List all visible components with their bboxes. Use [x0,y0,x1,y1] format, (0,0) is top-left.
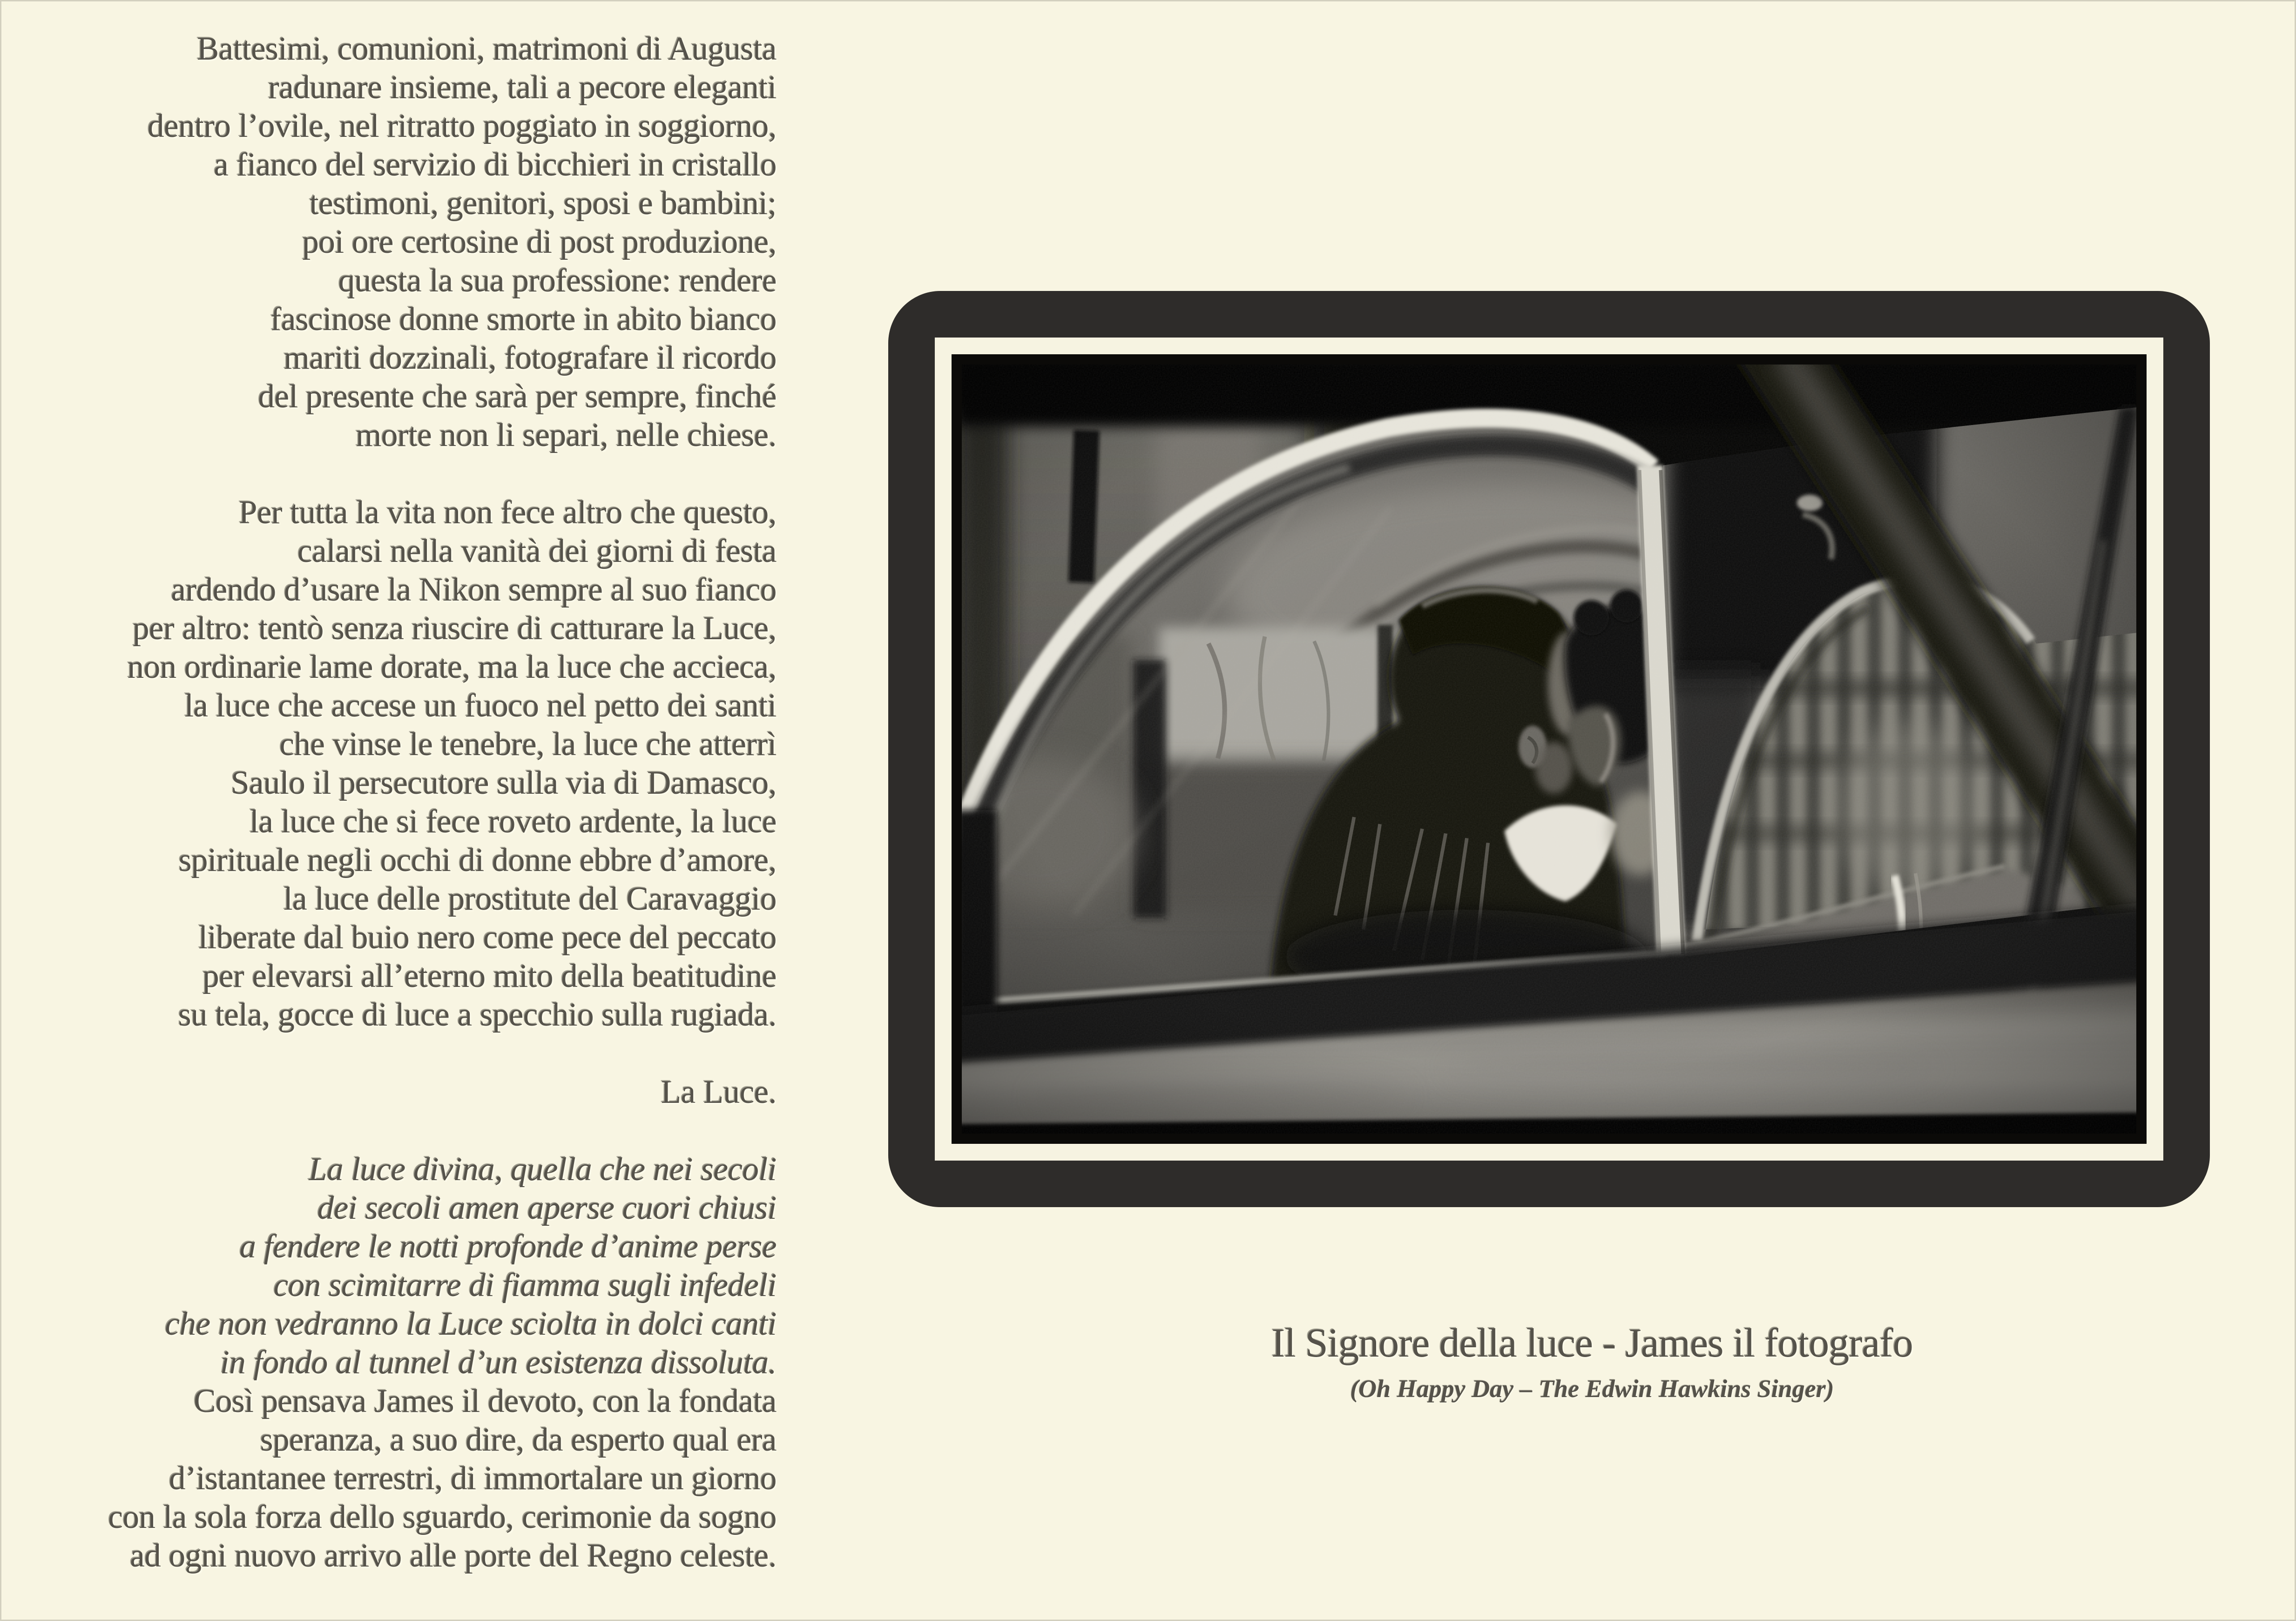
poem-line: testimoni, genitori, sposi e bambini; [309,185,777,222]
poem-paragraph-4-italic [0,1150,777,1382]
poem-paragraph-5 [0,1382,777,1575]
photo-subtitle: (Oh Happy Day – The Edwin Hawkins Singer) [1350,1375,1834,1403]
poem-line: radunare insieme, tali a pecore eleganti [268,69,777,106]
poem-line: con la sola forza dello sguardo, cerimonie da sogno [108,1499,777,1535]
poem-line: Così pensava James il devoto, con la fondata [194,1383,777,1419]
poem-line: speranza, a suo dire, da esperto qual era [260,1422,777,1458]
poem-line: la luce delle prostitute del Caravaggio [284,881,777,917]
vignette [962,365,2136,1134]
poem-line: liberate dal buio nero come pece del peccato [198,919,777,956]
photo-title: Il Signore della luce - James il fotografo [1271,1321,1913,1366]
poem-paragraph-2 [0,493,777,1034]
poem-line: la luce che si fece roveto ardente, la luce [250,804,777,840]
poem-line: mariti dozzinali, fotografare il ricordo [284,340,777,376]
poem-line: calarsi nella vanità dei giorni di festa [297,533,777,569]
poem-line: Per tutta la vita non fece altro che questo, [239,494,777,531]
poem-line: la luce che accese un fuoco nel petto dei santi [184,688,777,724]
caption [888,1320,2296,1404]
poem-line: dei secoli amen aperse cuori chiusi [317,1190,777,1226]
poem-line: ad ogni nuovo arrivo alle porte del Regno celeste. [130,1538,777,1574]
poem-line: morte non li separi, nelle chiese. [356,417,777,453]
poem-line: per elevarsi all’eterno mito della beatitudine [203,958,777,994]
poem-line: La Luce. [661,1074,777,1110]
poem-line: ardendo d’usare la Nikon sempre al suo fianco [171,572,777,608]
poem-line: non ordinarie lame dorate, ma la luce che accieca, [127,649,777,685]
poem-line: d’istantanee terrestri, di immortalare un giorno [169,1460,777,1497]
poem-line: che non vedranno la Luce sciolta in dolci canti [165,1306,777,1342]
poem-line: Battesimi, comunioni, matrimoni di Augusta [196,31,777,67]
poem-line: Saulo il persecutore sulla via di Damasco, [231,765,777,801]
poem-line: poi ore certosine di post produzione, [302,224,777,260]
poem-line: La luce divina, quella che nei secoli [309,1151,777,1188]
poem-line: del presente che sarà per sempre, finché [258,378,777,415]
poem-paragraph-3 [0,1073,777,1112]
car-kiss-photo-illustration [962,365,2136,1134]
poem-line: che vinse le tenebre, la luce che atterrì [279,726,777,763]
photo [952,354,2147,1144]
poem-paragraph-1 [0,30,777,455]
poem-line: dentro l’ovile, nel ritratto poggiato in soggiorno, [148,108,777,144]
photo-mat [935,338,2163,1161]
poem-paragraph-gap [0,1112,777,1150]
poem-paragraph-gap [0,1034,777,1073]
poem-line: spirituale negli occhi di donne ebbre d’amore, [178,842,777,878]
poem-line: a fianco del servizio di bicchieri in cristallo [214,147,777,183]
poem-line: su tela, gocce di luce a specchio sulla rugiada. [178,997,777,1033]
poem-paragraph-gap [0,455,777,493]
poem-line: a fendere le notti profonde d’anime perse [239,1229,777,1265]
poem-line: in fondo al tunnel d’un esistenza dissoluta. [220,1344,777,1381]
poem-line: con scimitarre di fiamma sugli infedeli [273,1267,777,1304]
poem-line: per altro: tentò senza riuscire di catturare la Luce, [133,610,777,647]
poem-column [0,30,777,1575]
poem-line: questa la sua professione: rendere [338,263,777,299]
poem-line: fascinose donne smorte in abito bianco [270,301,777,338]
photo-frame [888,291,2210,1207]
